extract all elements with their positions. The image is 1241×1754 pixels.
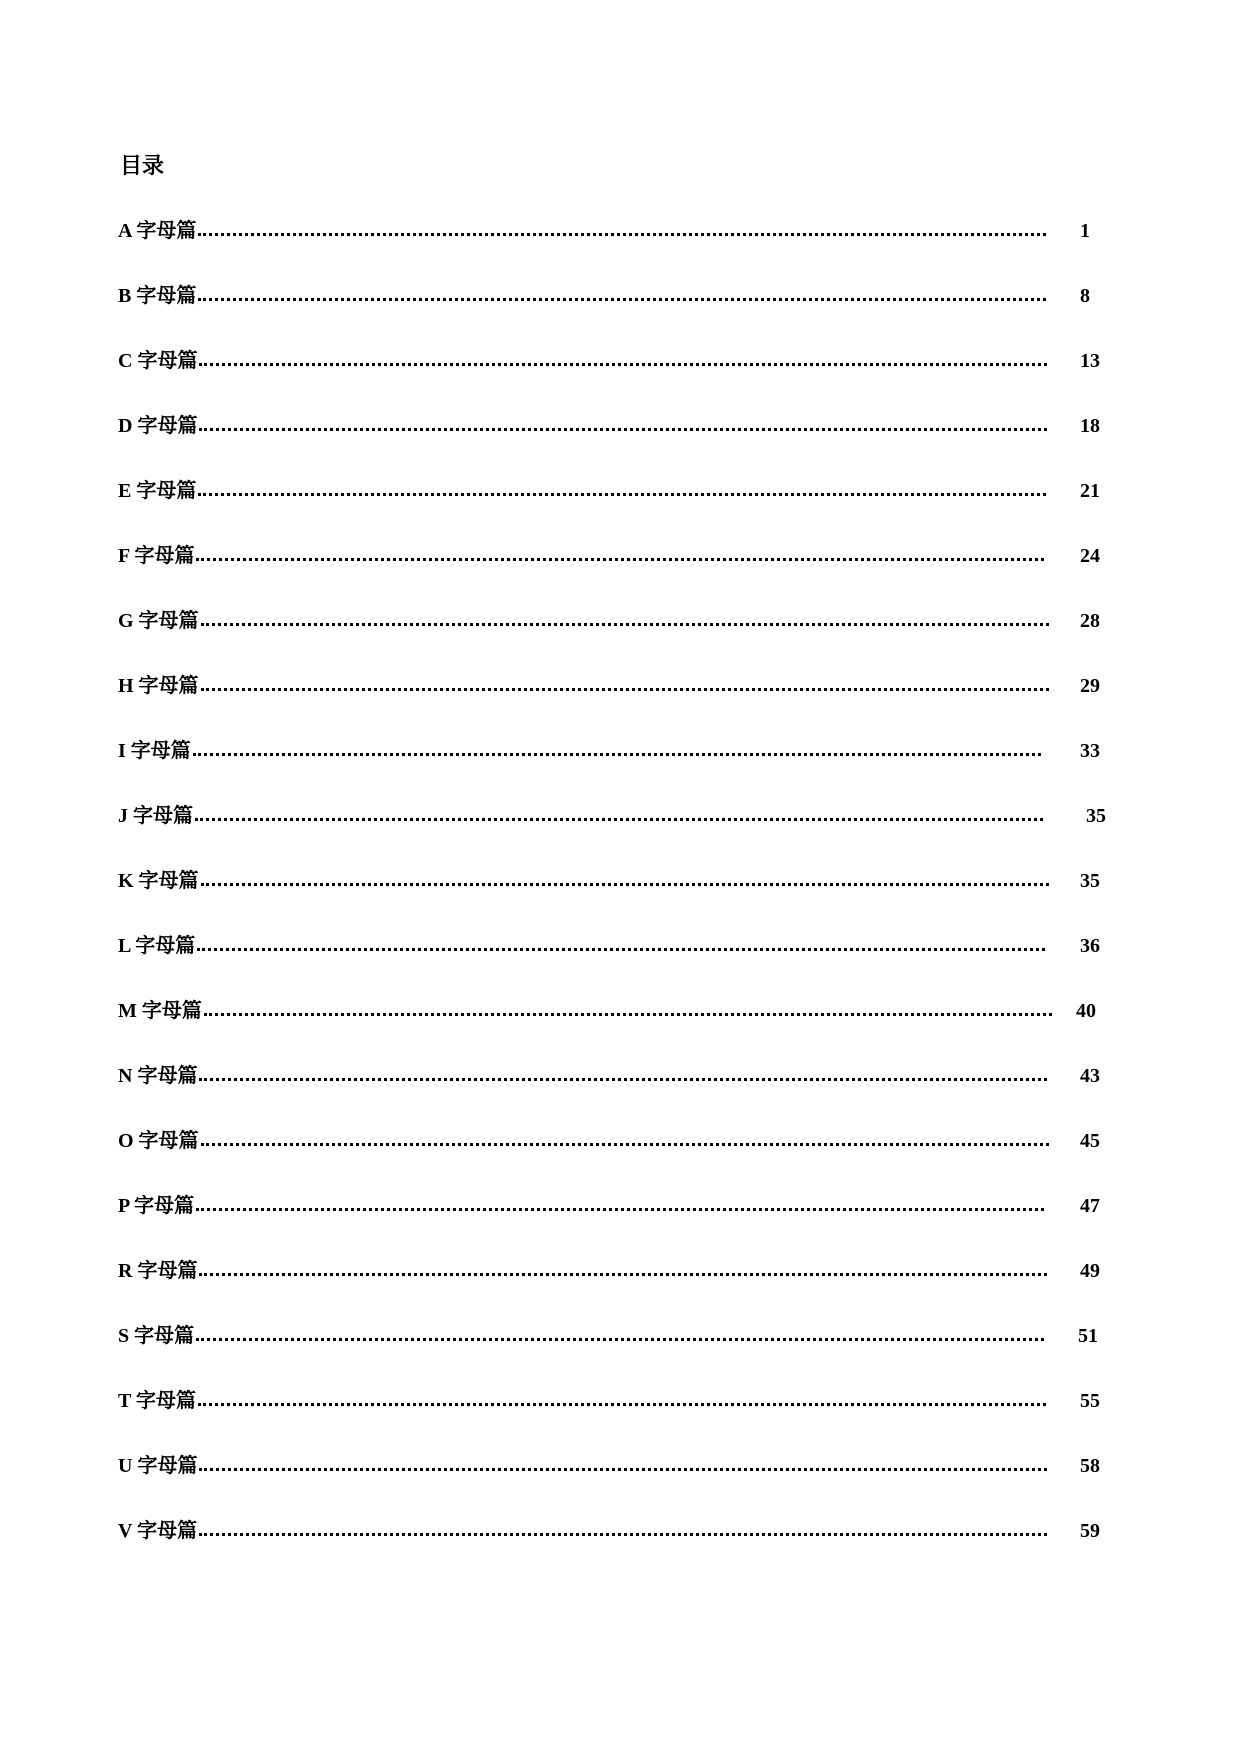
toc-entry-label: V 字母篇 xyxy=(118,1520,198,1542)
toc-entry-label: C 字母篇 xyxy=(118,350,198,372)
toc-entry-label: J 字母篇 xyxy=(118,805,193,827)
toc-entry[interactable] xyxy=(118,1258,1118,1323)
toc-entry-label: P 字母篇 xyxy=(118,1195,195,1217)
toc-entry-page: 24 xyxy=(1080,545,1100,567)
toc-entry-page: 55 xyxy=(1080,1390,1100,1412)
dot-leader xyxy=(196,218,1046,244)
dot-leader xyxy=(194,543,1044,569)
toc-entry[interactable] xyxy=(118,608,1118,673)
toc-entry-label: R 字母篇 xyxy=(118,1260,198,1282)
toc-entry[interactable] xyxy=(118,283,1118,348)
toc-entry[interactable] xyxy=(118,1193,1118,1258)
toc-entry-page: 51 xyxy=(1078,1325,1098,1347)
toc-entry[interactable] xyxy=(118,803,1118,868)
toc-entry-label: D 字母篇 xyxy=(118,415,198,437)
toc-entry-page: 35 xyxy=(1080,870,1100,892)
toc-entry-page: 33 xyxy=(1080,740,1100,762)
toc-entry-page: 1 xyxy=(1080,220,1090,242)
toc-list xyxy=(118,218,1118,1583)
toc-entry-page: 45 xyxy=(1080,1130,1100,1152)
toc-entry-label: O 字母篇 xyxy=(118,1130,199,1152)
dot-leader xyxy=(202,998,1052,1024)
toc-entry-page: 28 xyxy=(1080,610,1100,632)
toc-entry[interactable] xyxy=(118,1453,1118,1518)
toc-entry[interactable] xyxy=(118,868,1118,933)
toc-entry-label: F 字母篇 xyxy=(118,545,195,567)
toc-entry-label: L 字母篇 xyxy=(118,935,196,957)
toc-title: 目录 xyxy=(120,153,165,179)
toc-entry[interactable] xyxy=(118,478,1118,543)
toc-entry-page: 35 xyxy=(1086,805,1106,827)
toc-entry-page: 40 xyxy=(1076,1000,1096,1022)
toc-entry-page: 43 xyxy=(1080,1065,1100,1087)
toc-entry-page: 21 xyxy=(1080,480,1100,502)
toc-entry-page: 49 xyxy=(1080,1260,1100,1282)
toc-entry[interactable] xyxy=(118,413,1118,478)
toc-entry[interactable] xyxy=(118,1063,1118,1128)
toc-entry-label: T 字母篇 xyxy=(118,1390,196,1412)
toc-entry[interactable] xyxy=(118,543,1118,608)
toc-entry[interactable] xyxy=(118,933,1118,998)
dot-leader xyxy=(199,673,1049,699)
toc-entry-page: 59 xyxy=(1080,1520,1100,1542)
toc-entry-label: N 字母篇 xyxy=(118,1065,198,1087)
toc-entry-page: 58 xyxy=(1080,1455,1100,1477)
dot-leader xyxy=(195,933,1045,959)
dot-leader xyxy=(197,1258,1047,1284)
toc-entry-page: 47 xyxy=(1080,1195,1100,1217)
toc-entry-page: 13 xyxy=(1080,350,1100,372)
dot-leader xyxy=(197,413,1047,439)
dot-leader xyxy=(199,608,1049,634)
toc-entry-label: M 字母篇 xyxy=(118,1000,202,1022)
toc-entry-page: 36 xyxy=(1080,935,1100,957)
dot-leader xyxy=(193,803,1043,829)
toc-entry-label: A 字母篇 xyxy=(118,220,197,242)
dot-leader xyxy=(194,1323,1044,1349)
toc-entry[interactable] xyxy=(118,1388,1118,1453)
toc-entry-label: H 字母篇 xyxy=(118,675,199,697)
dot-leader xyxy=(199,1128,1049,1154)
toc-entry-label: G 字母篇 xyxy=(118,610,199,632)
toc-entry-page: 18 xyxy=(1080,415,1100,437)
toc-entry[interactable] xyxy=(118,1323,1118,1388)
dot-leader xyxy=(197,348,1047,374)
toc-entry-label: E 字母篇 xyxy=(118,480,197,502)
toc-entry[interactable] xyxy=(118,998,1118,1063)
toc-entry[interactable] xyxy=(118,348,1118,413)
toc-entry-label: K 字母篇 xyxy=(118,870,199,892)
dot-leader xyxy=(197,1453,1047,1479)
toc-entry-label: S 字母篇 xyxy=(118,1325,195,1347)
toc-entry[interactable] xyxy=(118,673,1118,738)
dot-leader xyxy=(197,1518,1047,1544)
toc-entry-label: I 字母篇 xyxy=(118,740,191,762)
toc-entry-page: 29 xyxy=(1080,675,1100,697)
toc-entry[interactable] xyxy=(118,1518,1118,1583)
dot-leader xyxy=(196,283,1046,309)
dot-leader xyxy=(199,868,1049,894)
dot-leader xyxy=(191,738,1041,764)
toc-entry[interactable] xyxy=(118,738,1118,803)
toc-entry-page: 8 xyxy=(1080,285,1090,307)
toc-entry-label: U 字母篇 xyxy=(118,1455,198,1477)
toc-entry-label: B 字母篇 xyxy=(118,285,197,307)
dot-leader xyxy=(194,1193,1044,1219)
toc-entry[interactable] xyxy=(118,1128,1118,1193)
dot-leader xyxy=(196,478,1046,504)
dot-leader xyxy=(196,1388,1046,1414)
dot-leader xyxy=(197,1063,1047,1089)
toc-entry[interactable] xyxy=(118,218,1118,283)
